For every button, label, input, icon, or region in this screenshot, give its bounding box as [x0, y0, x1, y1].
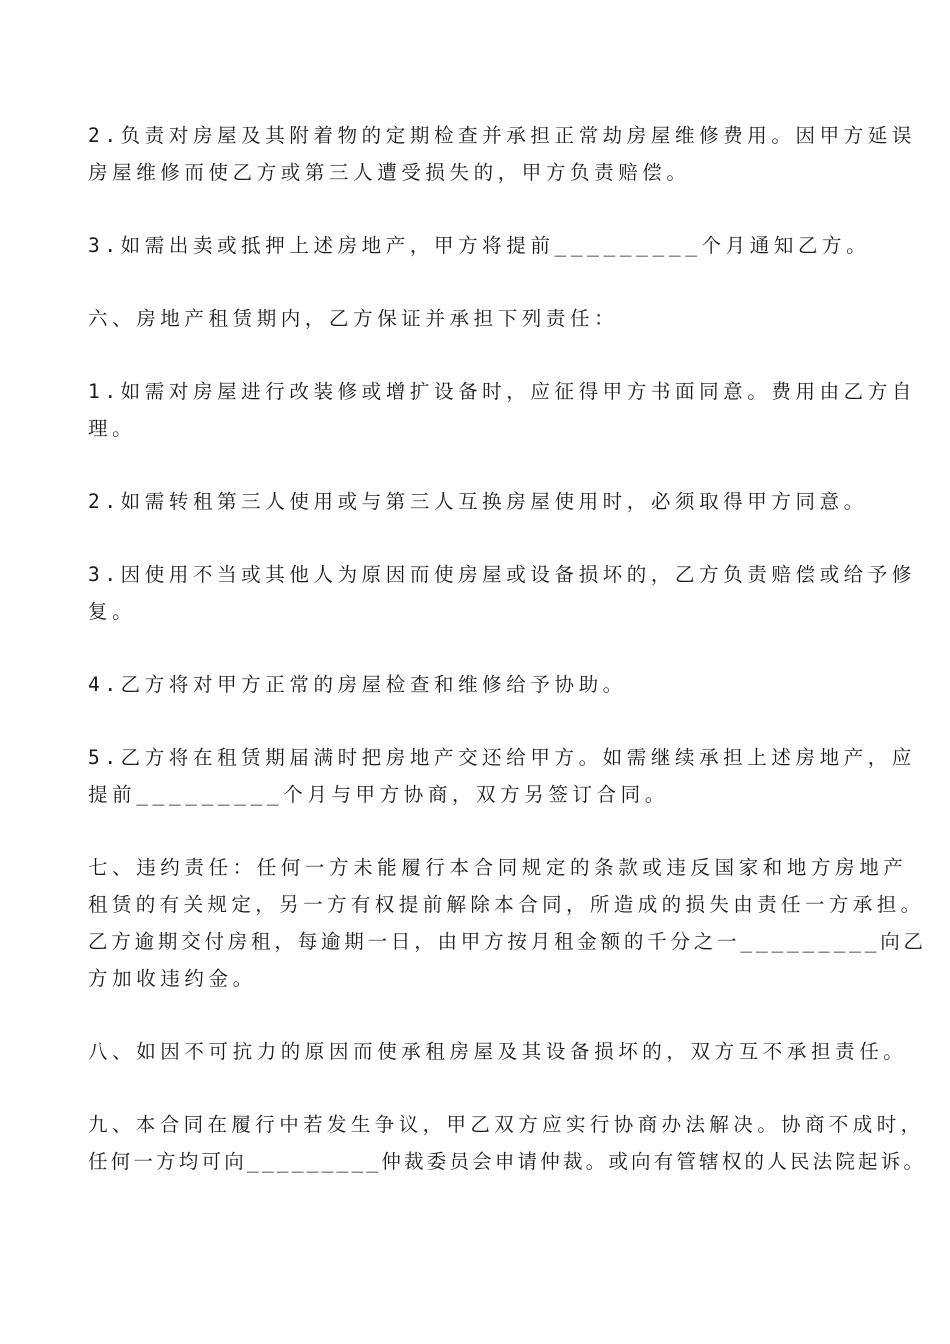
- text-line: 4.乙方将对甲方正常的房屋检查和维修给予协助。: [88, 673, 627, 696]
- text-line: 3.如需出卖或抵押上述房地产，甲方将提前_________个月通知乙方。: [88, 234, 871, 257]
- section-7-breach: [88, 849, 927, 997]
- text-line: 九、本合同在履行中若发生争议，甲乙双方应实行协商办法解决。协商不成时，: [88, 1113, 925, 1136]
- paragraph-2: [88, 227, 878, 264]
- text-line: 2.负责对房屋及其附着物的定期检查并承担正常劫房屋维修费用。因甲方延误: [88, 124, 916, 147]
- section-8-force-majeure: [88, 1033, 908, 1070]
- paragraph-6: [88, 556, 916, 630]
- text-line: 七、违约责任：任何一方未能履行本合同规定的条款或违反国家和地方房地产: [88, 856, 908, 879]
- paragraph-7: [88, 666, 878, 703]
- text-line: 租赁的有关规定，另一方有权提前解除本合同，所造成的损失由责任一方承担。: [88, 893, 925, 916]
- text-line: 复。: [88, 600, 137, 623]
- text-line: 3.因使用不当或其他人为原因而使房屋或设备损坏的，乙方负责赔偿或给予修: [88, 563, 916, 586]
- text-line: 乙方逾期交付房租，每逾期一日，由甲方按月租金额的千分之一_________向乙: [88, 930, 927, 953]
- text-line: 任何一方均可向_________仲裁委员会申请仲裁。或向有管辖权的人民法院起诉。: [88, 1150, 927, 1173]
- text-line: 六、房地产租赁期内，乙方保证并承担下列责任：: [88, 307, 619, 330]
- paragraph-5: [88, 483, 878, 520]
- paragraph-4: [88, 373, 916, 447]
- section-heading-6: [88, 300, 878, 337]
- text-line: 2.如需转租第三人使用或与第三人互换房屋使用时，必须取得甲方同意。: [88, 490, 868, 513]
- text-line: 5.乙方将在租赁期届满时把房地产交还给甲方。如需继续承担上述房地产，应: [88, 746, 916, 769]
- text-line: 1.如需对房屋进行改装修或增扩设备时，应征得甲方书面同意。费用由乙方自: [88, 380, 916, 403]
- text-line: 理。: [88, 417, 137, 440]
- document-page: [88, 117, 927, 1216]
- text-line: 八、如因不可抗力的原因而使承租房屋及其设备损坏的，双方互不承担责任。: [88, 1040, 908, 1063]
- text-line: 房屋维修而使乙方或第三人遭受损失的，甲方负责赔偿。: [88, 161, 691, 184]
- paragraph-8: [88, 739, 916, 813]
- paragraph-1: [88, 117, 916, 191]
- text-line: 提前_________个月与甲方协商，双方另签订合同。: [88, 783, 669, 806]
- text-line: 方加收违约金。: [88, 967, 257, 990]
- section-9-disputes: [88, 1106, 927, 1180]
